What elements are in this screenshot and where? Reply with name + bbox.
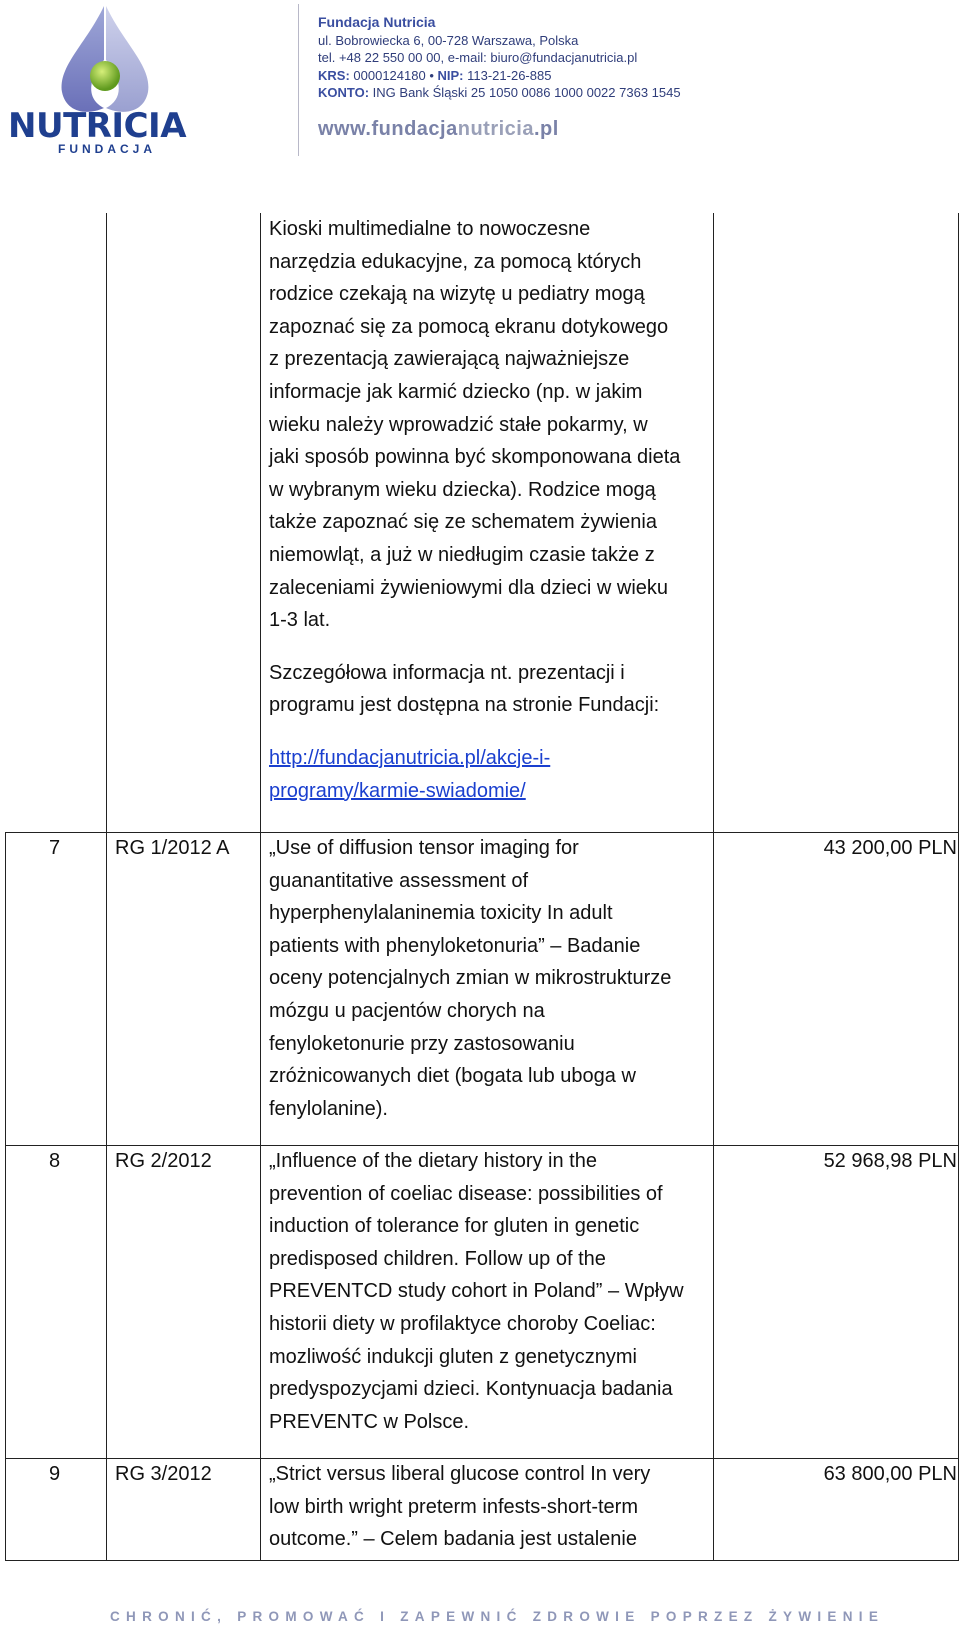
desc-line: narzędzia edukacyjne, za pomocą których xyxy=(269,250,642,273)
desc-line: PREVENTCD study cohort in Poland” – Wpływ xyxy=(269,1280,684,1303)
desc-line: PREVENTC w Polsce. xyxy=(269,1410,470,1433)
desc-line: low birth wright preterm infests-short-term xyxy=(269,1495,638,1518)
grant-amount: 52 968,98 PLN xyxy=(823,1150,957,1172)
desc-line: zaleceniami żywieniowymi dla dzieci w wieku xyxy=(269,576,669,599)
desc-line: predisposed children. Follow up of the xyxy=(269,1247,606,1270)
desc-line: informacje jak karmić dziecko (np. w jakim xyxy=(269,380,643,403)
website-url[interactable] xyxy=(318,118,559,141)
link-line: http://fundacjanutricia.pl/akcje-i- xyxy=(269,746,551,769)
address: ul. Bobrowiecka 6, 00-728 Warszawa, Polska xyxy=(318,32,579,48)
desc-line: prevention of coeliac disease: possibilities of xyxy=(269,1182,663,1205)
info-line: programu jest dostępna na stronie Fundacji: xyxy=(269,694,660,717)
table-border-right xyxy=(958,213,959,1561)
desc-line: w wybranym wieku dziecka). Rodzice mogą xyxy=(269,478,656,501)
table-col-divider-1 xyxy=(106,213,107,1561)
grant-description xyxy=(269,1145,684,1438)
grant-amount: 63 800,00 PLN xyxy=(823,1463,957,1485)
nip-label: NIP: xyxy=(437,67,464,83)
org-name: Fundacja Nutricia xyxy=(318,14,436,30)
table-col-divider-3 xyxy=(713,213,714,1561)
desc-line: „Influence of the dietary history in the xyxy=(269,1150,597,1172)
row-number: 9 xyxy=(49,1463,61,1485)
logo-wordmark: NUTRICIA xyxy=(8,106,187,146)
desc-line: fenylolanine). xyxy=(269,1097,388,1120)
letterhead xyxy=(0,0,960,170)
desc-line: patients with phenyloketonuria” – Badanie xyxy=(269,934,641,957)
www-suffix: .pl xyxy=(533,118,559,140)
desc-line: hyperphenylalaninemia toxicity In adult xyxy=(269,902,613,925)
krs-label: KRS: xyxy=(318,67,350,83)
table-col-divider-2 xyxy=(260,213,261,1561)
desc-line: 1-3 lat. xyxy=(269,609,331,632)
row-number: 7 xyxy=(49,837,61,859)
desc-line: wieku należy wprowadzić stałe pokarmy, w xyxy=(269,413,648,436)
header-divider xyxy=(298,4,299,156)
grant-code: RG 1/2012 A xyxy=(115,837,230,859)
desc-line: rodzice czekają na wizytę u pediatry mogą xyxy=(269,283,645,306)
krs-value: 0000124180 xyxy=(353,67,426,83)
www-prefix: www.fundacja xyxy=(318,118,458,140)
nip-value: 113-21-26-885 xyxy=(467,67,552,83)
program-link[interactable] xyxy=(269,742,680,807)
bank-account xyxy=(318,84,681,102)
desc-line: historii diety w profilaktyce choroby Coeliac: xyxy=(269,1312,656,1335)
grant-code: RG 2/2012 xyxy=(115,1150,212,1172)
desc-line: mozliwość indukcji gluten z genetycznymi xyxy=(269,1345,637,1368)
row-number: 8 xyxy=(49,1150,61,1172)
desc-line: mózgu u pacjentów chorych na xyxy=(269,999,545,1022)
desc-line: Kioski multimedialne to nowoczesne xyxy=(269,218,591,240)
desc-line: induction of tolerance for gluten in genetic xyxy=(269,1215,640,1238)
grant-description xyxy=(269,1458,650,1556)
desc-line: jaki sposób powinna być skomponowana dieta xyxy=(269,446,681,469)
desc-line: z prezentacją zawierającą najważniejsze xyxy=(269,348,630,371)
desc-line: także zapoznać się ze schematem żywienia xyxy=(269,511,657,534)
desc-line: fenyloketonurie przy zastosowaniu xyxy=(269,1032,575,1055)
phone-email: tel. +48 22 550 00 00, e-mail: biuro@fundacjanutricia.pl xyxy=(318,50,638,65)
desc-line: outcome.” – Celem badania jest ustalenie xyxy=(269,1528,637,1551)
desc-line: oceny potencjalnych zmian w mikrostrukturze xyxy=(269,967,672,990)
desc-line: zapoznać się za pomocą ekranu dotykowego xyxy=(269,315,669,338)
desc-line: predyspozycjami dzieci. Kontynuacja badania xyxy=(269,1378,673,1401)
table-border-bottom xyxy=(5,1560,959,1561)
logo-subtitle: FUNDACJA xyxy=(58,142,156,156)
desc-line: „Use of diffusion tensor imaging for xyxy=(269,837,579,859)
footer-slogan: CHRONIĆ, PROMOWAĆ I ZAPEWNIĆ ZDROWIE POPRZEZ ŻYWIENIE xyxy=(110,1609,885,1624)
www-mid: nutricia xyxy=(457,118,534,140)
continued-description xyxy=(269,213,680,807)
registration-numbers: KRS: 0000124180 • NIP: 113-21-26-885 xyxy=(318,67,552,83)
konto-label: KONTO: xyxy=(318,85,370,100)
grant-description xyxy=(269,832,671,1125)
desc-line: „Strict versus liberal glucose control In very xyxy=(269,1463,651,1485)
info-line: Szczegółowa informacja nt. prezentacji i xyxy=(269,661,625,684)
grant-code: RG 3/2012 xyxy=(115,1463,212,1485)
link-line: programy/karmie-swiadomie/ xyxy=(269,779,526,802)
table-border-left xyxy=(5,832,6,1561)
grants-table xyxy=(5,213,959,1561)
konto-value: ING Bank Śląski 25 1050 0086 1000 0022 7363 1545 xyxy=(372,85,681,100)
desc-line: zróżnicowanych diet (bogata lub uboga w xyxy=(269,1065,636,1088)
grant-amount: 43 200,00 PLN xyxy=(823,837,957,859)
desc-line: niemowląt, a już w niedługim czasie także z xyxy=(269,543,655,566)
desc-line: guanantitative assessment of xyxy=(269,869,529,892)
contact-block xyxy=(318,14,681,102)
